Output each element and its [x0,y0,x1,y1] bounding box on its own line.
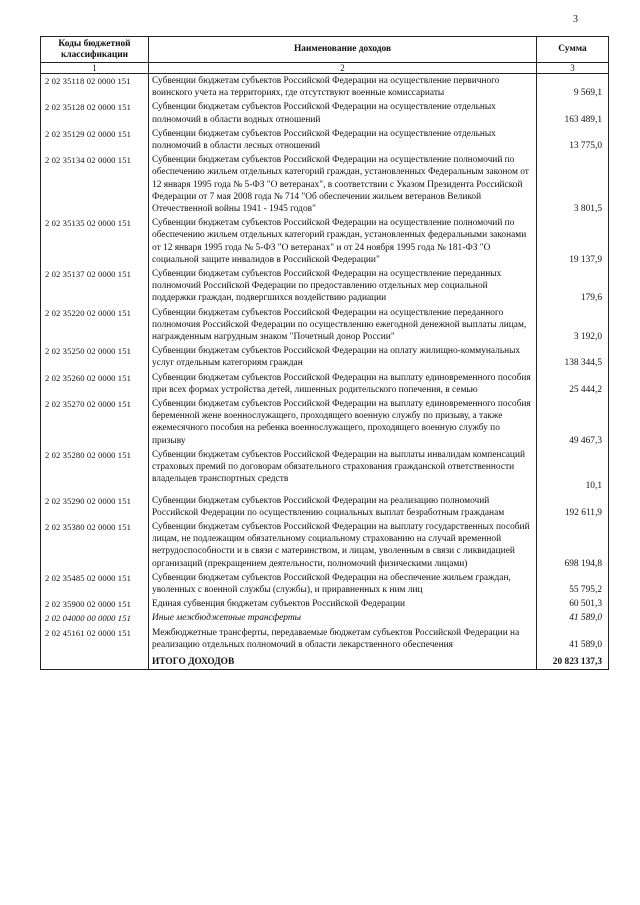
revenue-name-cell: Субвенции бюджетам субъектов Российской Федерации на осуществление полномочий по обеспечению жильем отдельных категорий граждан, установленных Федеральным законом от 12 января 1995 года № 5-ФЗ "О ветеранах", в соответствии с Указом Президента Российской Федерации от 7 мая 2008 года № 714 "Об обеспечении жильем ветеранов Великой Отечественной войны 1941 - 1945 годов" [149,153,537,216]
amount-cell: 25 444,2 [537,371,609,397]
budget-code-cell: 2 02 45161 02 0000 151 [41,626,149,652]
budget-code-cell: 2 02 35129 02 0000 151 [41,127,149,153]
table-row [41,597,609,611]
budget-code-cell: 2 02 35270 02 0000 151 [41,397,149,448]
table-row [41,127,609,153]
table-row [41,153,609,216]
revenue-name-cell: Межбюджетные трансферты, передаваемые бюджетам субъектов Российской Федерации на реализацию отдельных полномочий в области лекарственного обеспечения [149,626,537,652]
revenue-name-cell: Субвенции бюджетам субъектов Российской Федерации на выплату единовременного пособия при всех формах устройства детей, лишенных родительского попечения, в семью [149,371,537,397]
revenue-name-cell: Субвенции бюджетам субъектов Российской Федерации на осуществление переданных полномочий Российской Федерации по предоставлению отдельных мер социальной поддержки граждан, подвергшихся воздействию радиации [149,267,537,306]
table-row [41,100,609,126]
budget-code-cell: 2 02 35380 02 0000 151 [41,520,149,571]
table-row [41,520,609,571]
table-row [41,494,609,520]
amount-cell: 41 589,0 [537,611,609,625]
budget-revenue-table [40,36,609,670]
amount-cell: 55 795,2 [537,571,609,597]
budget-code-cell: 2 02 35290 02 0000 151 [41,494,149,520]
total-amount: 20 823 137,3 [537,652,609,670]
table-row [41,397,609,448]
revenue-name-cell: Субвенции бюджетам субъектов Российской Федерации на обеспечение жильем граждан, уволенных с военной службы (службы), и приравненных к ним лиц [149,571,537,597]
revenue-name-cell: Субвенции бюджетам субъектов Российской Федерации на выплату государственных пособий лицам, не подлежащим обязательному социальному страхованию на случай временной нетрудоспособности и в связи с материнством, и лицам, уволенным в связи с ликвидацией организаций (прекращением деятельности, полномочий физическими лицами) [149,520,537,571]
amount-cell: 49 467,3 [537,397,609,448]
budget-code-cell: 2 02 35137 02 0000 151 [41,267,149,306]
amount-cell: 192 611,9 [537,494,609,520]
budget-table-container [40,36,608,670]
revenue-name-cell: Иные межбюджетные трансферты [149,611,537,625]
amount-cell: 41 589,0 [537,626,609,652]
table-row [41,611,609,625]
budget-code-cell: 2 02 35250 02 0000 151 [41,344,149,370]
table-row [41,267,609,306]
revenue-name-cell: Субвенции бюджетам субъектов Российской Федерации на осуществление первичного воинского учета на территориях, где отсутствуют военные комиссариаты [149,74,537,101]
amount-cell: 698 194,8 [537,520,609,571]
budget-code-cell: 2 02 35485 02 0000 151 [41,571,149,597]
header-code: Коды бюджетной классификации [41,37,149,63]
total-label: ИТОГО ДОХОДОВ [149,652,537,670]
budget-code-cell: 2 02 35134 02 0000 151 [41,153,149,216]
revenue-name-cell: Субвенции бюджетам субъектов Российской Федерации на реализацию полномочий Российской Федерации по осуществлению социальных выплат безработным гражданам [149,494,537,520]
amount-cell: 60 501,3 [537,597,609,611]
table-row [41,306,609,345]
table-row [41,571,609,597]
header-name: Наименование доходов [149,37,537,63]
revenue-name-cell: Субвенции бюджетам субъектов Российской Федерации на осуществление отдельных полномочий в области водных отношений [149,100,537,126]
table-row [41,626,609,652]
header-col-number-3: 3 [537,63,609,74]
table-row [41,74,609,101]
table-row [41,344,609,370]
page-number: 3 [573,14,578,25]
budget-code-cell: 2 02 35900 02 0000 151 [41,597,149,611]
total-row [41,652,609,670]
revenue-name-cell: Субвенции бюджетам субъектов Российской Федерации на оплату жилищно-коммунальных услуг отдельным категориям граждан [149,344,537,370]
total-code-cell [41,652,149,670]
table-body [41,74,609,670]
budget-code-cell: 2 02 35280 02 0000 151 [41,448,149,494]
header-col-number-2: 2 [149,63,537,74]
table-row [41,216,609,267]
budget-code-cell: 2 02 35128 02 0000 151 [41,100,149,126]
header-sum: Сумма [537,37,609,63]
amount-cell: 10,1 [537,448,609,494]
revenue-name-cell: Субвенции бюджетам субъектов Российской Федерации на выплату единовременного пособия беременной жене военнослужащего, проходящего военную службу по призыву, а также ежемесячного пособия на ребенка военнослужащего, проходящего военную службу по призыву [149,397,537,448]
revenue-name-cell: Субвенции бюджетам субъектов Российской Федерации на выплаты инвалидам компенсаций страховых премий по договорам обязательного страхования гражданской ответственности владельцев транспортных средств [149,448,537,494]
amount-cell: 3 192,0 [537,306,609,345]
amount-cell: 3 801,5 [537,153,609,216]
amount-cell: 19 137,9 [537,216,609,267]
amount-cell: 179,6 [537,267,609,306]
amount-cell: 9 569,1 [537,74,609,101]
revenue-name-cell: Субвенции бюджетам субъектов Российской Федерации на осуществление переданного полномочия Российской Федерации по осуществлению ежегодной денежной выплаты лицам, награжденным нагрудным знаком "Почетный донор России" [149,306,537,345]
revenue-name-cell: Субвенции бюджетам субъектов Российской Федерации на осуществление отдельных полномочий в области лесных отношений [149,127,537,153]
budget-code-cell: 2 02 35118 02 0000 151 [41,74,149,101]
table-row [41,371,609,397]
revenue-name-cell: Единая субвенция бюджетам субъектов Российской Федерации [149,597,537,611]
amount-cell: 138 344,5 [537,344,609,370]
amount-cell: 13 775,0 [537,127,609,153]
budget-code-cell: 2 02 04000 00 0000 151 [41,611,149,625]
budget-code-cell: 2 02 35260 02 0000 151 [41,371,149,397]
budget-code-cell: 2 02 35135 02 0000 151 [41,216,149,267]
header-col-number-1: 1 [41,63,149,74]
table-row [41,448,609,494]
revenue-name-cell: Субвенции бюджетам субъектов Российской Федерации на осуществление полномочий по обеспечению жильем отдельных категорий граждан, установленных федеральными законами от 12 января 1995 года № 5-ФЗ "О ветеранах" и от 24 ноября 1995 года № 181-ФЗ "О социальной защите инвалидов в Российской Федерации" [149,216,537,267]
amount-cell: 163 489,1 [537,100,609,126]
budget-code-cell: 2 02 35220 02 0000 151 [41,306,149,345]
